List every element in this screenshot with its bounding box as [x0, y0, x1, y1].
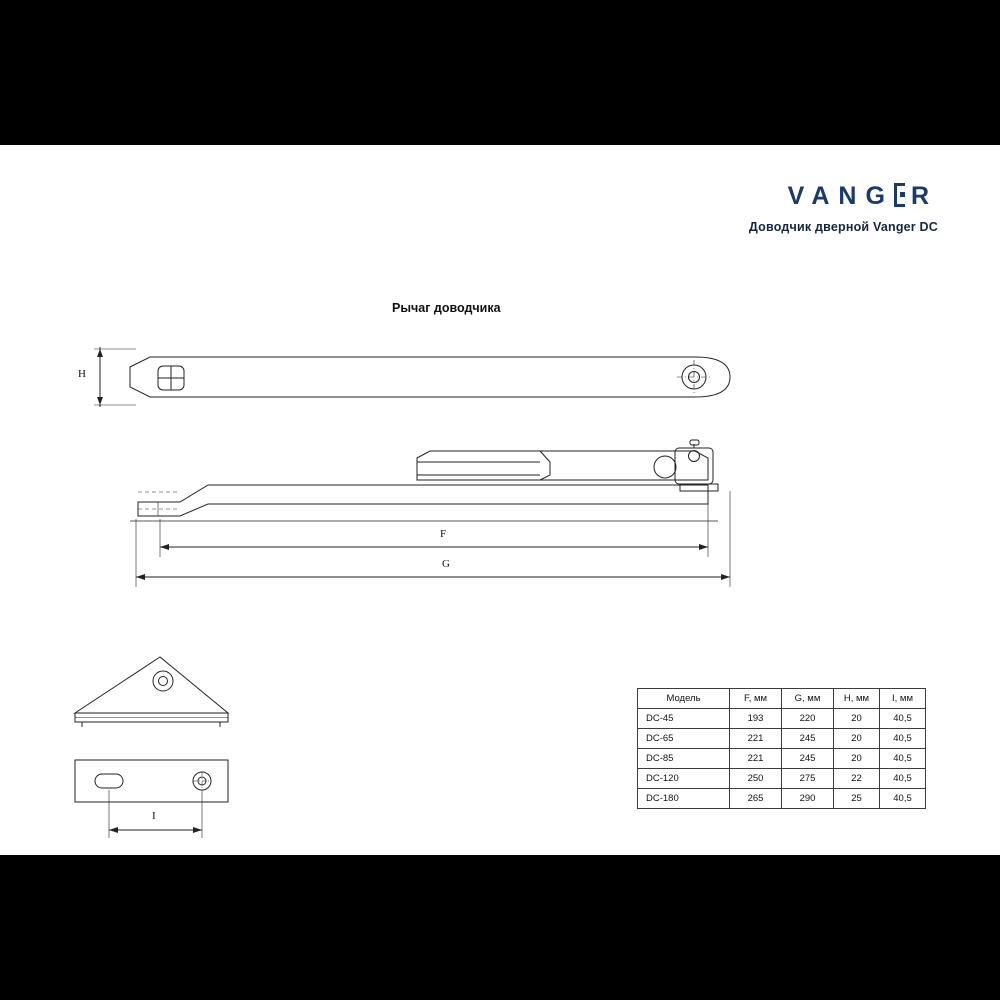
table-cell-f: 265: [730, 789, 782, 809]
brand-bracket-icon: [894, 183, 911, 207]
dimension-label-i: I: [152, 810, 156, 822]
document-sheet: [0, 145, 1000, 855]
table-cell-g: 290: [782, 789, 834, 809]
table-cell-i: 40,5: [880, 769, 926, 789]
table-header-row: [638, 689, 926, 709]
table-cell-h: 22: [834, 769, 880, 789]
table-cell-h: 20: [834, 729, 880, 749]
table-row: [638, 729, 926, 749]
table-header-cell: F, мм: [730, 689, 782, 709]
brand-wordmark-text-end: R: [910, 182, 938, 210]
table-cell-i: 40,5: [880, 789, 926, 809]
bracket-plan-view: [60, 750, 250, 850]
dimension-label-h: H: [78, 368, 86, 380]
table-row: [638, 769, 926, 789]
spec-table: [637, 688, 926, 809]
bracket-front-svg: [60, 645, 250, 735]
table-header-cell: H, мм: [834, 689, 880, 709]
table-cell-f: 221: [730, 749, 782, 769]
table-row: [638, 709, 926, 729]
bracket-front-view: [60, 645, 250, 735]
table-cell-i: 40,5: [880, 729, 926, 749]
table-row: [638, 749, 926, 769]
table-header-cell: G, мм: [782, 689, 834, 709]
table-cell-model: DC-45: [638, 709, 730, 729]
table-cell-f: 221: [730, 729, 782, 749]
table-cell-model: DC-180: [638, 789, 730, 809]
table-cell-h: 20: [834, 709, 880, 729]
table-row: [638, 789, 926, 809]
table-cell-g: 220: [782, 709, 834, 729]
table-header-cell: I, мм: [880, 689, 926, 709]
table-cell-i: 40,5: [880, 709, 926, 729]
arm-plan-view: [70, 335, 770, 410]
table-cell-f: 250: [730, 769, 782, 789]
arm-side-svg: [120, 435, 760, 595]
table-cell-model: DC-85: [638, 749, 730, 769]
figure-title: Рычаг доводчика: [392, 301, 501, 315]
brand-block: [749, 183, 938, 234]
table-cell-g: 245: [782, 729, 834, 749]
table-cell-i: 40,5: [880, 749, 926, 769]
brand-wordmark: [749, 183, 938, 209]
table-cell-f: 193: [730, 709, 782, 729]
table-cell-h: 25: [834, 789, 880, 809]
brand-wordmark-text: VANG: [787, 182, 894, 210]
arm-side-view: [120, 435, 760, 595]
bracket-plan-svg: [60, 750, 250, 850]
table-header-cell: Модель: [638, 689, 730, 709]
table-cell-model: DC-65: [638, 729, 730, 749]
table-cell-g: 245: [782, 749, 834, 769]
table-cell-g: 275: [782, 769, 834, 789]
table-cell-model: DC-120: [638, 769, 730, 789]
dimension-label-g: G: [442, 558, 450, 570]
table-cell-h: 20: [834, 749, 880, 769]
dimension-label-f: F: [440, 528, 447, 540]
arm-plan-svg: [70, 335, 770, 410]
product-subtitle: Доводчик дверной Vanger DC: [748, 220, 938, 234]
